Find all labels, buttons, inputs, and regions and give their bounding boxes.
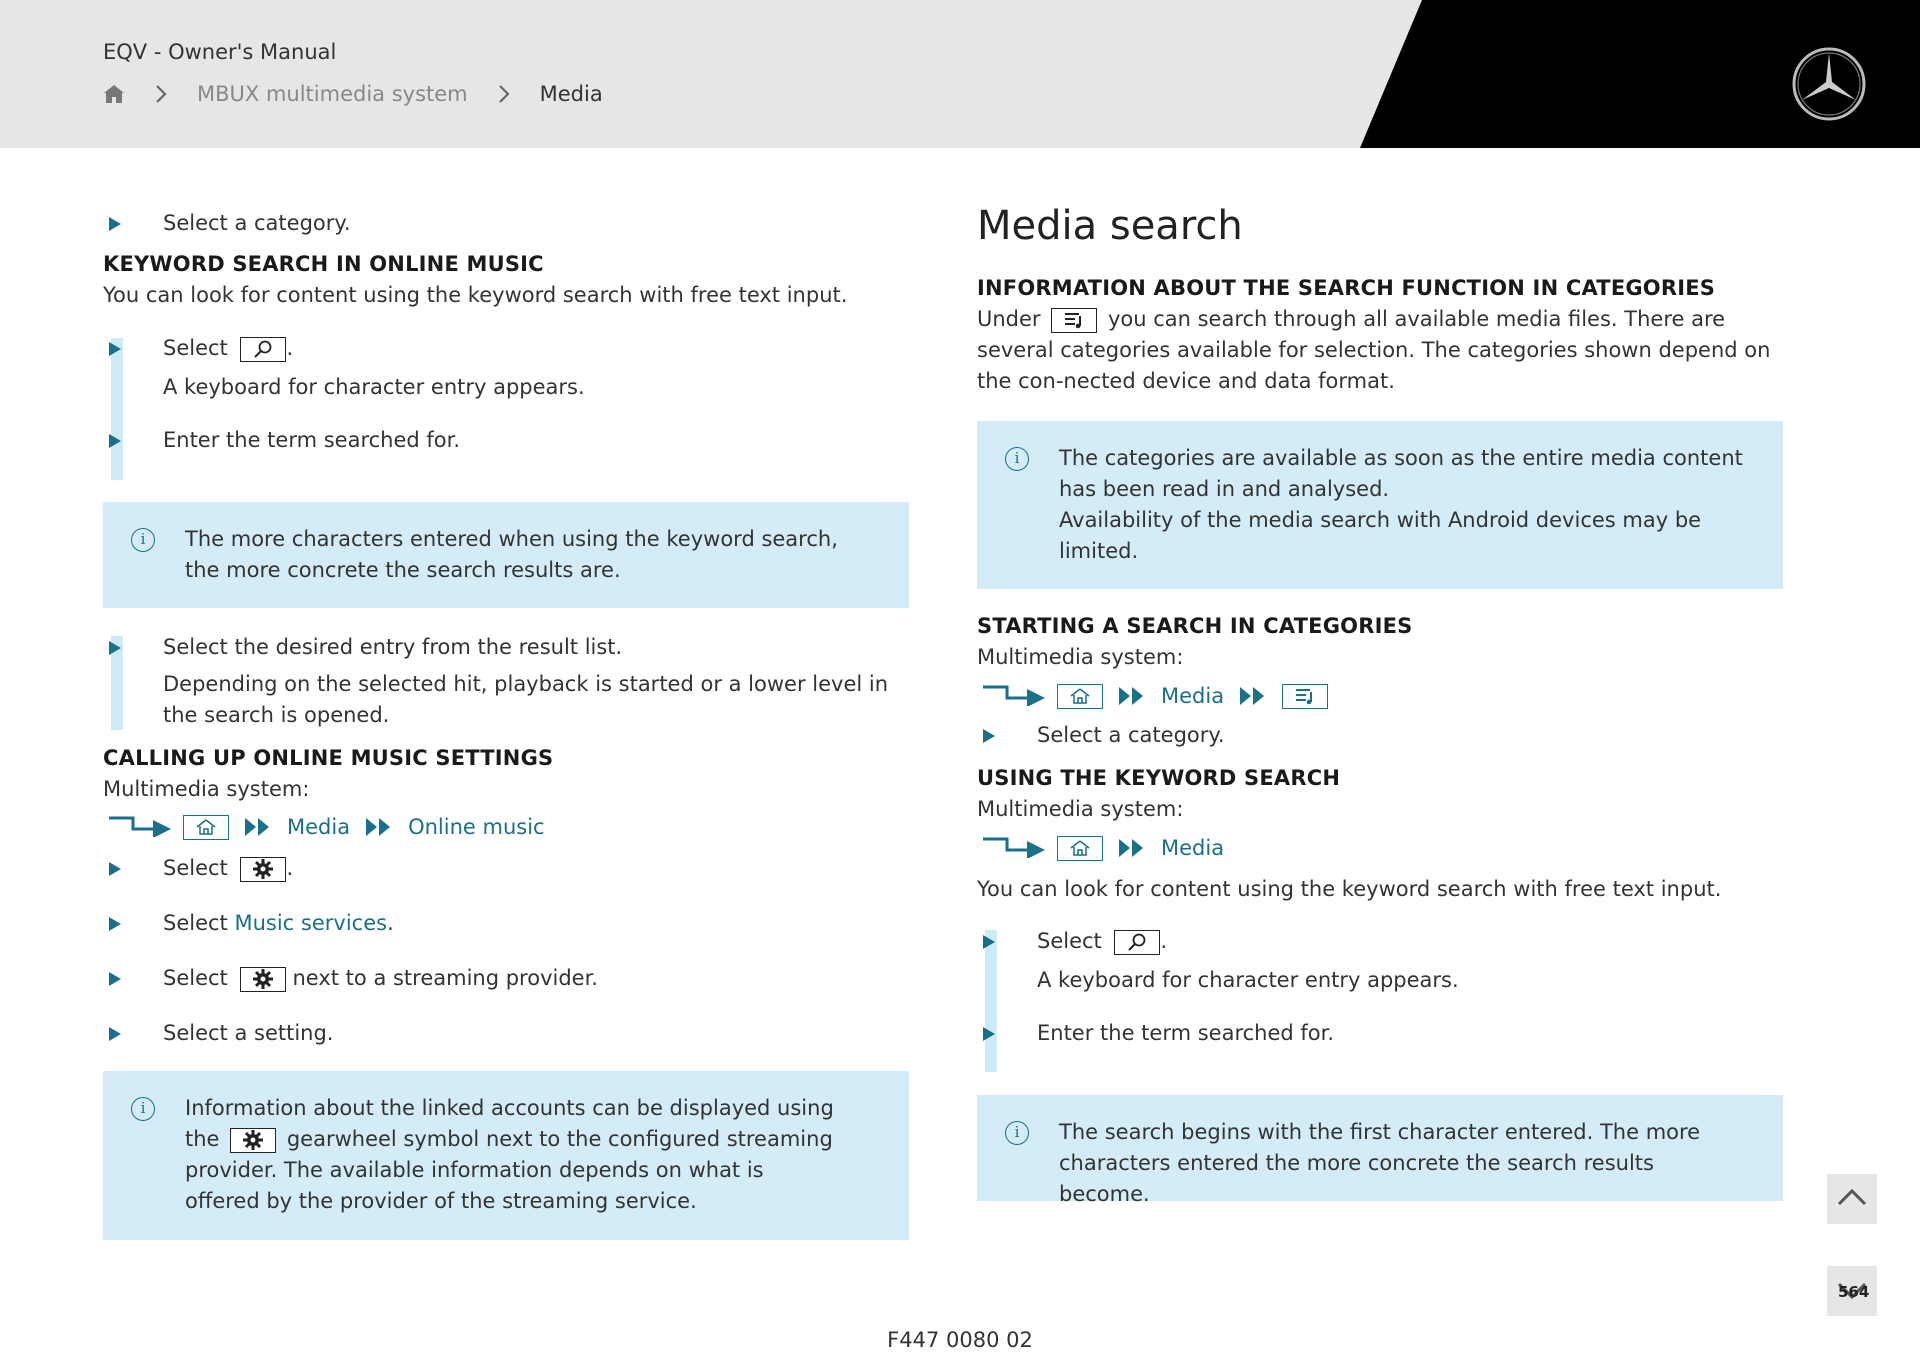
paragraph: Multimedia system: — [977, 797, 1184, 821]
double-chevron-icon — [1117, 685, 1147, 707]
page-header — [0, 0, 1920, 148]
step-text — [977, 926, 1167, 956]
info-icon: i — [1005, 447, 1029, 471]
navigation-path — [983, 832, 1224, 864]
step-result: A keyboard for character entry appears. — [1037, 968, 1459, 992]
home-icon[interactable] — [183, 815, 229, 840]
path-start-arrow-icon — [983, 834, 1047, 863]
path-start-arrow-icon — [983, 682, 1047, 711]
paragraph-part: Under — [977, 307, 1041, 331]
step-label: Select — [163, 911, 235, 935]
step-item — [103, 333, 293, 363]
step-text: Enter the term searched for. — [1037, 1021, 1335, 1045]
step-item — [977, 720, 1225, 750]
step-suffix: . — [1160, 929, 1168, 953]
step-item — [977, 1018, 1334, 1048]
breadcrumb-media: Media — [539, 82, 603, 106]
path-start-arrow-icon — [109, 813, 173, 842]
step-arrow-icon — [109, 862, 121, 876]
info-box — [103, 502, 909, 608]
info-text-line: The categories are available as soon as the entire media content has been read in and analysed. — [1059, 446, 1743, 501]
step-text: Select a setting. — [163, 1021, 334, 1045]
path-media-link[interactable]: Media — [1161, 836, 1225, 860]
step-label: Select — [163, 336, 228, 360]
home-icon[interactable] — [1057, 684, 1103, 709]
step-arrow-icon — [109, 217, 121, 231]
info-icon: i — [131, 1097, 155, 1121]
media-list-icon[interactable] — [1282, 684, 1328, 709]
step-arrow-icon — [109, 972, 121, 986]
gear-icon — [240, 967, 286, 992]
info-box — [977, 1095, 1783, 1206]
paragraph: Multimedia system: — [103, 777, 310, 801]
step-text: Select a category. — [163, 211, 351, 235]
gear-icon — [230, 1128, 276, 1153]
section-heading: STARTING A SEARCH IN CATEGORIES — [977, 614, 1413, 638]
breadcrumb-mbux[interactable]: MBUX multimedia system — [197, 82, 468, 106]
step-suffix: next to a streaming provider. — [292, 966, 598, 990]
step-suffix: . — [387, 911, 394, 935]
step-suffix: . — [286, 336, 294, 360]
section-title: Media search — [977, 203, 1243, 249]
paragraph: You can look for content using the keyword search with free text input. — [103, 283, 848, 307]
double-chevron-icon — [1117, 837, 1147, 859]
step-text — [103, 963, 598, 993]
page-number: 564 — [1838, 1283, 1870, 1301]
info-icon: i — [131, 528, 155, 552]
document-code: F447 0080 02 — [887, 1328, 1033, 1352]
step-arrow-icon — [109, 342, 121, 356]
gear-icon — [240, 857, 286, 882]
step-item — [977, 926, 1167, 956]
step-item — [103, 1018, 333, 1048]
home-icon[interactable] — [103, 83, 125, 105]
step-text: Select a category. — [1037, 723, 1225, 747]
step-result: Depending on the selected hit, playback is started or a lower level in the search is opened. — [163, 672, 889, 727]
double-chevron-icon — [243, 816, 273, 838]
media-list-icon — [1051, 308, 1097, 333]
search-icon — [240, 337, 286, 362]
navigation-path — [983, 680, 1328, 712]
step-label: Select — [1037, 929, 1102, 953]
step-suffix: . — [286, 856, 294, 880]
path-online-music-link[interactable]: Online music — [408, 815, 545, 839]
info-text: The search begins with the first character entered. The more characters entered the more concrete the search results become. — [1059, 1120, 1701, 1206]
double-chevron-icon — [364, 816, 394, 838]
breadcrumb — [103, 82, 603, 106]
step-arrow-icon — [109, 434, 121, 448]
mercedes-star-logo — [1791, 46, 1867, 122]
chevron-right-icon — [498, 84, 510, 104]
search-icon — [1114, 930, 1160, 955]
navigation-path — [109, 811, 545, 843]
step-text: Enter the term searched for. — [163, 428, 461, 452]
step-result: A keyboard for character entry appears. — [163, 375, 585, 399]
step-item — [103, 853, 293, 883]
info-box — [103, 1071, 909, 1240]
paragraph: Multimedia system: — [977, 645, 1184, 669]
step-arrow-icon — [109, 641, 121, 655]
step-item — [103, 908, 394, 938]
scroll-up-button[interactable] — [1827, 1174, 1877, 1224]
step-arrow-icon — [109, 917, 121, 931]
info-box — [977, 421, 1783, 589]
home-icon[interactable] — [1057, 836, 1103, 861]
section-heading: KEYWORD SEARCH IN ONLINE MUSIC — [103, 252, 544, 276]
info-text — [103, 1071, 909, 1217]
section-heading: INFORMATION ABOUT THE SEARCH FUNCTION IN CATEGORIES — [977, 276, 1716, 300]
document-title: EQV - Owner's Manual — [103, 40, 337, 64]
step-text: Select the desired entry from the result list. — [163, 635, 623, 659]
music-services-link[interactable]: Music services — [234, 911, 388, 935]
step-arrow-icon — [983, 729, 995, 743]
info-text: The more characters entered when using the keyword search, the more concrete the search results are. — [185, 527, 838, 582]
section-heading: CALLING UP ONLINE MUSIC SETTINGS — [103, 746, 554, 770]
step-label: Select — [163, 966, 228, 990]
step-text — [103, 333, 293, 363]
step-item — [103, 632, 622, 662]
paragraph-part: you can search through all available media files. There are several categories available for selection. The categories shown depend on the con-nected device and data format. — [977, 307, 1771, 393]
step-item — [103, 208, 351, 238]
scroll-down-button[interactable] — [1827, 1266, 1877, 1316]
step-arrow-icon — [983, 1027, 995, 1041]
info-text-part: Information about the linked accounts can be displayed using the — [185, 1096, 834, 1151]
paragraph — [977, 304, 1783, 397]
step-label: Select — [163, 856, 228, 880]
info-text — [977, 421, 1783, 567]
chevron-up-icon — [1837, 1188, 1867, 1210]
info-text-line: Availability of the media search with Android devices may be limited. — [1059, 508, 1702, 563]
paragraph: You can look for content using the keyword search with free text input. — [977, 877, 1722, 901]
chevron-right-icon — [155, 84, 167, 104]
info-text-part: gearwheel symbol next to the configured streaming provider. The available information depends on what is offered by the provider of the streaming service. — [185, 1127, 833, 1213]
info-icon: i — [1005, 1121, 1029, 1145]
step-item — [103, 963, 598, 993]
path-media-link[interactable]: Media — [287, 815, 351, 839]
step-arrow-icon — [983, 935, 995, 949]
double-chevron-icon — [1238, 685, 1268, 707]
step-text — [103, 853, 293, 883]
step-item — [103, 425, 460, 455]
step-arrow-icon — [109, 1027, 121, 1041]
section-heading: USING THE KEYWORD SEARCH — [977, 766, 1341, 790]
step-text — [103, 908, 394, 938]
path-media-link[interactable]: Media — [1161, 684, 1225, 708]
